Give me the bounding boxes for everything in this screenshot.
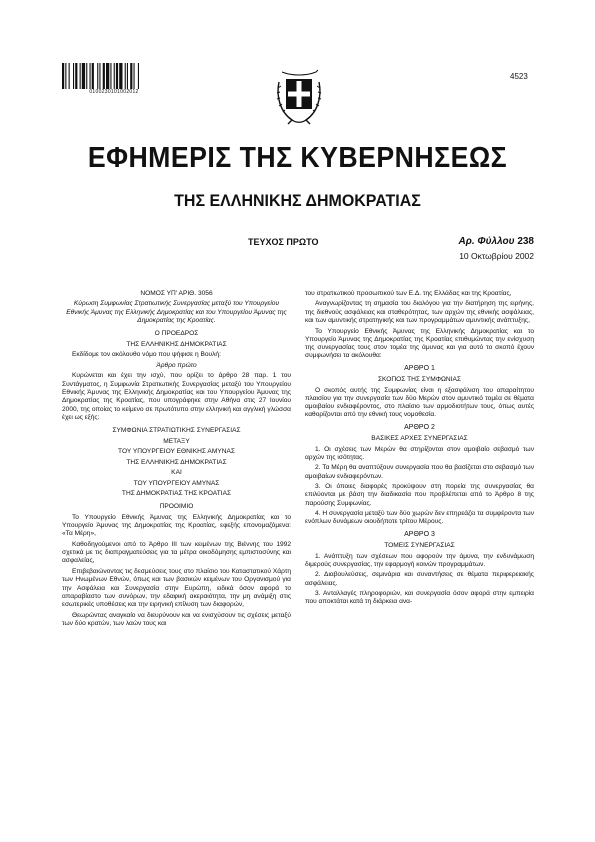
article3-paragraph: 1. Ανάπτυξη των σχέσεων που αφορούν την άμυνα, την ενδυνάμωση διμερούς συνεργασίας, την εφαρμογή κοινών προγραμμάτων. [305,552,534,568]
barcode-bar [103,63,105,89]
preamble-heading: ΠΡΟΟΙΜΙΟ [159,503,194,511]
barcode-bar [82,63,85,89]
article2-heading: ΑΡΘΡΟ 2 [404,423,435,431]
ratification-text: Κυρώνεται και έχει την ισχύ, που ορίζει το άρθρο 28 παρ. 1 του Συντάγματος, η Συμφωνία Στρατιωτικής Συνεργασίας μεταξύ του Υπουργείου Εθνικής Άμυνας της Ελληνικής Δημοκρατίας και του Υπουργείου Άμυνας της Δημοκρατίας της Κροατίας, που υπογράφηκε στην Αθήνα στις 27 Ιουνίου 2000, της οποίας το κείμενο σε πρωτότυπο στην ελληνική και αγγλική γλώσσα έχει ως εξής: [62,372,291,421]
barcode-bar [114,63,115,89]
barcode-bar [106,63,109,89]
promulgation: Εκδίδομε τον ακόλουθο νόμο που ψήφισε η Βουλή: [72,351,221,359]
barcode-bar [127,63,128,89]
barcode-bar [73,63,74,89]
right-column [305,290,534,609]
continuation-text: του στρατιωτικού προσωπικού των Ε.Δ. της Ελλάδας και της Κροατίας, [305,290,512,297]
barcode-bar [119,63,122,89]
between-label: ΜΕΤΑΞΥ [163,437,190,445]
gazette-subtitle: ΤΗΣ ΕΛΛΗΝΙΚΗΣ ΔΗΜΟΚΡΑΤΙΑΣ [174,191,421,210]
article3-heading: ΑΡΘΡΟ 3 [404,530,435,538]
barcode-bar [90,63,91,89]
barcode-bar [130,63,132,89]
issue-type: ΤΕΥΧΟΣ ΠΡΩΤΟ [248,237,319,247]
article2-paragraph: 2. Τα Μέρη θα αναπτύξουν συνεργασία που θα βασίζεται στο σεβασμό των αμοιβαίων ενδιαφερόντων. [305,464,534,480]
article2-paragraph: 3. Οι όποιες διαφορές προκύψουν στη πορεία της συνεργασίας θα επιλύονται με βάση την διαδικασία που προβλέπεται από το Άρθρο 8 της παρούσης Συμφωνίας. [305,483,534,507]
left-column [62,290,291,630]
barcode-bar [75,63,77,89]
issue-date: 10 Οκτωβρίου 2002 [459,251,534,261]
recognizing-paragraph: Αναγνωρίζοντας τη σημασία του διαλόγου για την διατήρηση της ειρήνης, της διεθνούς ασφάλειας και σταθερότητας, των αρχών της εθνικής ασφάλειας, και των αμυντικής στρατηγικής και των προγραμμάτων αμυντικής ανάπτυξης, [305,300,534,325]
article1-title: ΣΚΟΠΟΣ ΤΗΣ ΣΥΜΦΩΝΙΑΣ [377,376,461,384]
agreement-title: ΣΥΜΦΩΝΙΑ ΣΤΡΑΤΙΩΤΙΚΗΣ ΣΥΝΕΡΓΑΣΙΑΣ [112,427,241,435]
sheet-number [459,236,534,247]
barcode-bar [125,63,126,89]
barcode-bar [69,63,70,89]
article3-paragraph: 3. Ανταλλαγές πληροφοριών, και συνεργασία όσον αφορά στην εμπειρία που αποκτάται κατά τη διάρκεια ανα- [305,590,534,606]
barcode [62,63,166,89]
barcode-bar [92,63,94,89]
barcode-bar [65,63,66,89]
article2-paragraph: 4. Η συνεργασία μεταξύ των δύο χωρών δεν επηρεάζει τα συμφέροντα των ενόπλων δυνάμεων οιουδήποτε τρίτου Μέρους. [305,510,534,526]
barcode-bar [138,63,139,89]
party2-line2: ΤΗΣ ΔΗΜΟΚΡΑΤΙΑΣ ΤΗΣ ΚΡΟΑΤΙΑΣ [121,490,232,497]
and-label: ΚΑΙ [171,469,182,477]
article2-paragraph: 1. Οι σχέσεις των Μερών θα στηρίζονται στον αμοιβαίο σεβασμό των αρχών της ισότητας. [305,445,534,461]
preamble-paragraph: Καθοδηγούμενοι από το Άρθρο ΙΙΙ των κειμένων της Βιέννης του 1992 σχετικά με τις διαπραγματεύσεις για τα μέτρα οικοδόμησης εμπιστοσύνης και ασφαλείας, [62,540,291,565]
barcode-bar [62,63,64,89]
barcode-bar [99,63,100,89]
article3-title: ΤΟΜΕΙΣ ΣΥΝΕΡΓΑΣΙΑΣ [384,542,455,550]
barcode-bar [134,63,135,89]
issue-line [62,237,534,251]
sheet-label: Αρ. Φύλλου [458,236,515,247]
article1-heading: ΑΡΘΡΟ 1 [404,364,435,372]
law-title: Κύρωση Συμφωνίας Στρατιωτικής Συνεργασίας μεταξύ του Υπουργείου Εθνικής Άμυνας της Ελληνικής Δημοκρατίας και του Υπουργείου Άμυνας της Δημοκρατίας της Κροατίας. [66,300,287,325]
gazette-title: ΕΦΗΜΕΡΙΣ ΤΗΣ ΚΥΒΕΡΝΗΣΕΩΣ [87,142,508,174]
barcode-bar [97,63,98,89]
barcode-bar [116,63,118,89]
party2-line1: ΤΟΥ ΥΠΟΥΡΓΕΙΟΥ ΑΜΥΝΑΣ [133,479,220,487]
article1-text: Ο σκοπός αυτής της Συμφωνίας είναι η εξασφάλιση του απαραίτητου πλαισίου για την συνεργασία των δύο Μερών στον αμυντικό τομέα σε θέματα αμοιβαίου ενδιαφέροντος, στο πλαίσιο των αρμοδιοτήτων τους, όπως αυτές καθορίζονται από την εθνική τους νομοθεσία. [305,386,534,419]
article-first: Άρθρο πρώτο [156,361,197,369]
barcode-bar [110,63,111,89]
party1-line2: ΤΗΣ ΕΛΛΗΝΙΚΗΣ ΔΗΜΟΚΡΑΤΙΑΣ [126,458,227,466]
president-line2: ΤΗΣ ΕΛΛΗΝΙΚΗΣ ΔΗΜΟΚΡΑΤΙΑΣ [126,340,227,348]
sheet-number-value: 238 [517,236,534,247]
barcode-bar [80,63,81,89]
party1-line1: ΤΟΥ ΥΠΟΥΡΓΕΙΟΥ ΕΘΝΙΚΗΣ ΑΜΥΝΑΣ [118,448,235,456]
article2-title: ΒΑΣΙΚΕΣ ΑΡΧΕΣ ΣΥΝΕΡΓΑΣΙΑΣ [371,435,468,443]
preamble-paragraph: Το Υπουργείο Εθνικής Άμυνας της Ελληνικής Δημοκρατίας και το Υπουργείο Άμυνας της Δημοκρατίας της Κροατίας, εφεξής επονομαζόμενα: «Τα Μέρη», [62,513,291,538]
law-number: ΝΟΜΟΣ ΥΠ' ΑΡΙΘ. 3056 [140,290,213,297]
barcode-bar [86,63,87,89]
page-number: 4523 [510,72,528,81]
greek-coat-of-arms-icon [274,66,324,128]
president-line1: Ο ΠΡΟΕΔΡΟΣ [154,330,199,338]
preamble-paragraph: Επιβεβαιώνοντας τις δεσμεύσεις τους στο πλαίσιο του Καταστατικού Χάρτη των Ηνωμένων Εθνών, όπως και των βασικών κειμένων του Οργανισμού για την Ασφάλεια και Συνεργασία στην Ευρώπη, ειδικά όσον αφορά το απαραβίαστο των συνόρων, την εδαφική ακεραιότητα, την μη ανάμιξη στις εσωτερικές υποθέσεις και την ειρηνική επίλυση των διαφορών, [62,567,291,609]
agreed-paragraph: Το Υπουργείο Εθνικής Άμυνας της Ελληνικής Δημοκρατίας και το Υπουργείο Άμυνας της Δημοκρατίας της Κροατίας επιθυμώντας την ενίσχυση της συνεργασίας τους στον τομέα της άμυνας και για αυτό το σκοπό έχουν συμφωνήσει τα ακόλουθα: [305,327,534,360]
preamble-paragraph: Θεωρώντας αναγκαίο να διευρύνουν και να ενισχύσουν τις σχέσεις μεταξύ των δύο κρατών, των λαών τους και [62,611,291,627]
article3-paragraph: 2. Διαβουλεύσεις, σεμινάρια και συναντήσεις σε θέματα περιφερειακής ασφάλειας. [305,571,534,587]
barcode-number: 0100230101002012 [89,89,139,95]
